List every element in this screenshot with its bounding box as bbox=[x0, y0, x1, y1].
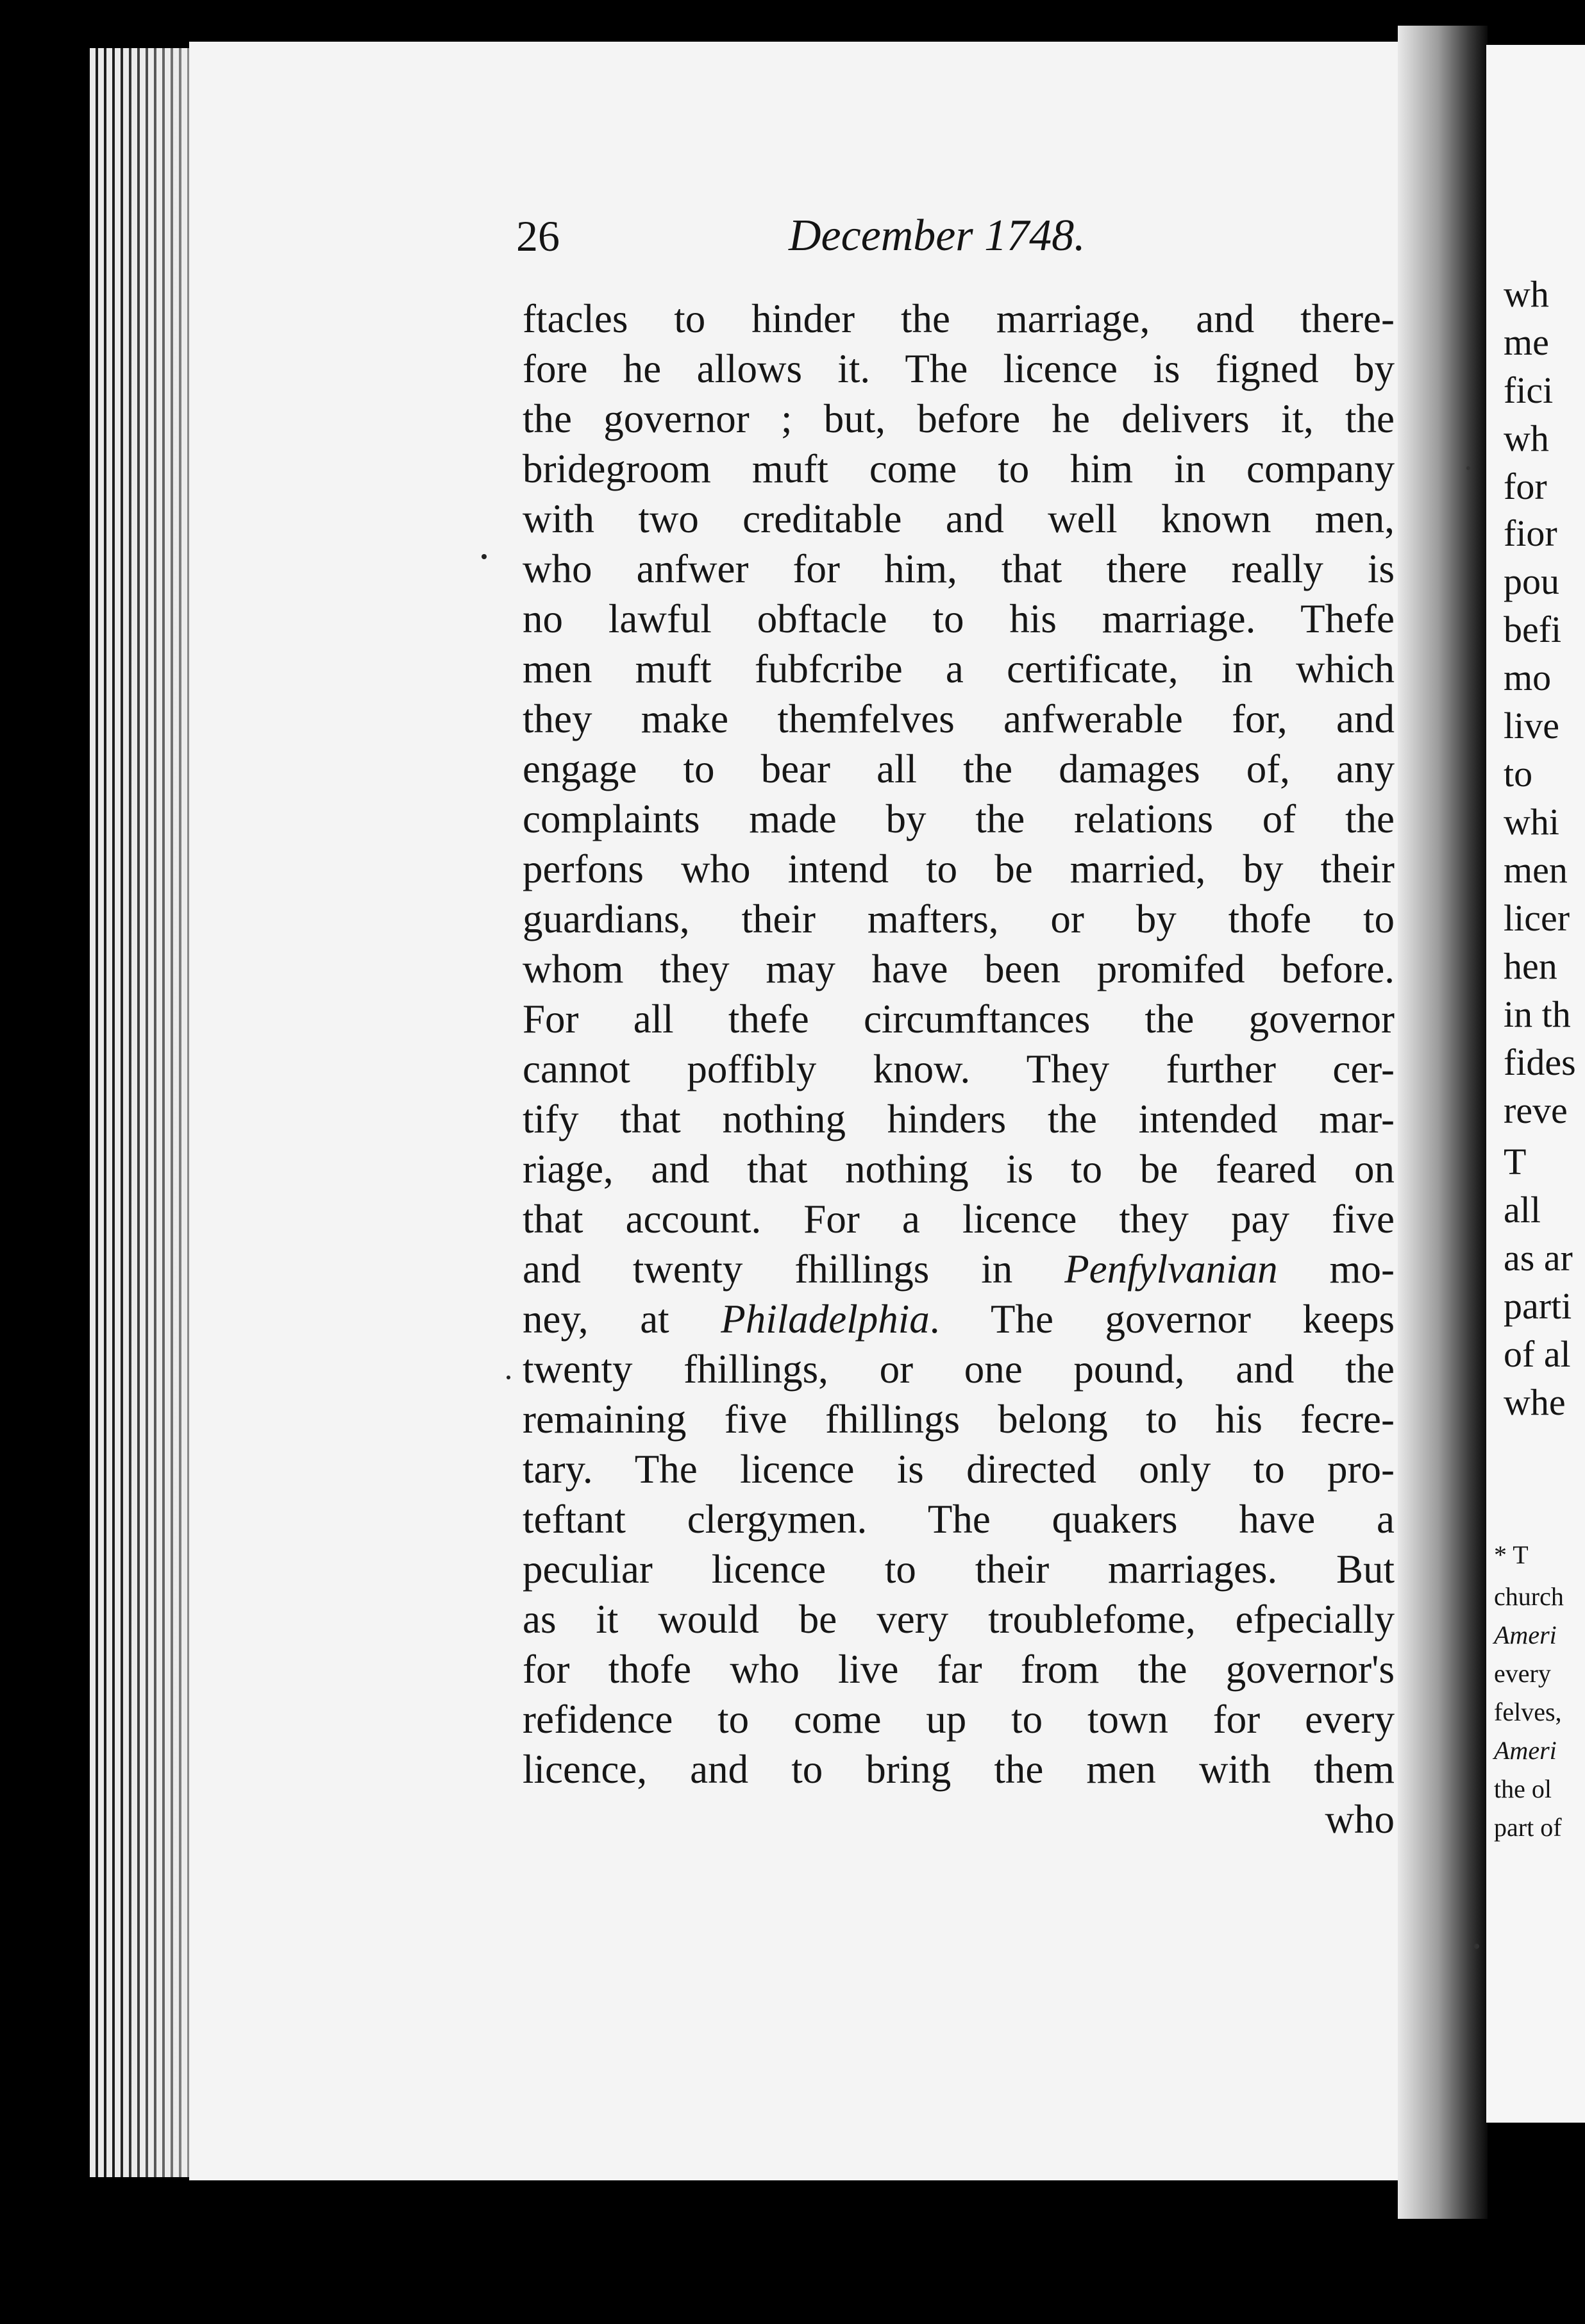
body-text bbox=[523, 294, 1395, 1844]
text-segment: no lawful obftacle to his marriage. Thefe bbox=[523, 596, 1395, 641]
italic-phrase: Philadelphia bbox=[721, 1297, 930, 1342]
text-line bbox=[523, 994, 1395, 1044]
facing-page-line: live bbox=[1504, 705, 1559, 746]
facing-page-line: fici bbox=[1504, 369, 1554, 411]
text-line bbox=[523, 1194, 1395, 1244]
facing-page-footnote-line: every bbox=[1494, 1659, 1551, 1688]
text-segment: tary. The licence is directed only to pro- bbox=[523, 1447, 1395, 1492]
text-segment: mo- bbox=[1277, 1247, 1395, 1292]
running-head-title bbox=[789, 204, 1086, 268]
text-line bbox=[523, 444, 1395, 494]
text-line bbox=[523, 744, 1395, 794]
facing-page-line: me bbox=[1504, 321, 1549, 363]
text-line bbox=[523, 594, 1395, 644]
text-line bbox=[523, 1694, 1395, 1744]
text-segment: engage to bear all the damages of, any bbox=[523, 746, 1395, 791]
text-line bbox=[523, 1744, 1395, 1794]
facing-page-footnote-line: church bbox=[1494, 1582, 1564, 1611]
facing-page-line: befi bbox=[1504, 609, 1562, 650]
text-line bbox=[523, 1094, 1395, 1144]
text-line bbox=[523, 1444, 1395, 1494]
facing-page-footnote-line: part of bbox=[1494, 1813, 1562, 1842]
facing-page-line: parti bbox=[1504, 1285, 1572, 1327]
facing-page-line: licer bbox=[1504, 897, 1570, 939]
facing-page-line: mo bbox=[1504, 657, 1552, 698]
text-line bbox=[523, 294, 1395, 344]
text-line bbox=[523, 644, 1395, 694]
facing-page-line: reve bbox=[1504, 1090, 1568, 1131]
page-edges-shade bbox=[115, 48, 192, 2177]
italic-phrase: Penfylvanian bbox=[1064, 1247, 1278, 1292]
text-segment: complaints made by the relations of the bbox=[523, 796, 1395, 841]
book-gutter bbox=[1398, 26, 1488, 2219]
text-line bbox=[523, 1294, 1395, 1344]
text-line bbox=[523, 394, 1395, 444]
text-line bbox=[523, 344, 1395, 394]
facing-page-line: of al bbox=[1504, 1333, 1571, 1375]
text-segment: that account. For a licence they pay five bbox=[523, 1197, 1395, 1242]
text-segment: . The governor keeps bbox=[929, 1297, 1395, 1342]
text-line bbox=[523, 1544, 1395, 1594]
facing-page-line: whi bbox=[1504, 801, 1559, 843]
text-line bbox=[523, 1044, 1395, 1094]
text-segment: bridegroom muft come to him in company bbox=[523, 446, 1395, 491]
facing-page-footnote-line: * T bbox=[1494, 1540, 1529, 1569]
text-line bbox=[523, 694, 1395, 744]
text-line bbox=[523, 894, 1395, 944]
text-line bbox=[523, 794, 1395, 844]
facing-page-line: wh bbox=[1504, 417, 1549, 459]
text-line bbox=[523, 844, 1395, 894]
facing-page-footnote-line: felves, bbox=[1494, 1697, 1562, 1726]
text-segment: perfons who intend to be married, by their bbox=[523, 846, 1395, 891]
running-head-text: December 1748. bbox=[789, 211, 1086, 260]
text-line bbox=[523, 544, 1395, 594]
text-segment: they make themfelves anfwerable for, and bbox=[523, 696, 1395, 741]
text-line bbox=[523, 1394, 1395, 1444]
text-line bbox=[523, 1494, 1395, 1544]
text-line bbox=[523, 1244, 1395, 1294]
text-line bbox=[523, 1144, 1395, 1194]
running-head bbox=[516, 204, 1395, 274]
facing-page-line: T bbox=[1504, 1141, 1527, 1183]
text-segment: whom they may have been promifed before. bbox=[523, 947, 1395, 991]
facing-page-line: all bbox=[1504, 1189, 1541, 1231]
facing-page-line: wh bbox=[1504, 273, 1549, 315]
text-segment: the governor ; but, before he delivers it, the bbox=[523, 396, 1395, 441]
text-segment: as it would be very troublefome, efpecially bbox=[523, 1597, 1395, 1642]
text-segment: licence, and to bring the men with them bbox=[523, 1747, 1395, 1792]
text-segment: fore he allows it. The licence is figned by bbox=[523, 346, 1395, 391]
text-segment: riage, and that nothing is to be feared on bbox=[523, 1147, 1395, 1191]
facing-page-line: whe bbox=[1504, 1381, 1566, 1423]
text-line bbox=[523, 944, 1395, 994]
catchword: who bbox=[1325, 1797, 1395, 1842]
text-segment: and twenty fhillings in bbox=[523, 1247, 1065, 1292]
facing-page-line: men bbox=[1504, 849, 1568, 891]
text-segment: ney, at bbox=[523, 1297, 721, 1342]
text-segment: tify that nothing hinders the intended mar- bbox=[523, 1097, 1395, 1141]
facing-page-line: in th bbox=[1504, 993, 1571, 1035]
text-segment: guardians, their mafters, or by thofe to bbox=[523, 897, 1395, 941]
facing-page-footnote-line: Ameri bbox=[1494, 1736, 1557, 1765]
facing-page-footnote-line: the ol bbox=[1494, 1774, 1552, 1803]
text-segment: with two creditable and well known men, bbox=[523, 496, 1395, 541]
facing-page-footnote-line: Ameri bbox=[1494, 1621, 1557, 1649]
text-segment: teftant clergymen. The quakers have a bbox=[523, 1497, 1395, 1542]
text-segment: ftacles to hinder the marriage, and there- bbox=[523, 296, 1395, 341]
text-segment: men muft fubfcribe a certificate, in which bbox=[523, 646, 1395, 691]
facing-page-line: for bbox=[1504, 466, 1547, 507]
facing-page-line: to bbox=[1504, 753, 1533, 795]
text-line bbox=[523, 1594, 1395, 1644]
facing-page-line: hen bbox=[1504, 945, 1557, 987]
facing-page-text bbox=[1494, 0, 1585, 2324]
facing-page-line: as ar bbox=[1504, 1237, 1573, 1279]
text-line bbox=[523, 1644, 1395, 1694]
text-line bbox=[523, 494, 1395, 544]
text-segment: peculiar licence to their marriages. But bbox=[523, 1547, 1395, 1592]
text-segment: for thofe who live far from the governor's bbox=[523, 1647, 1395, 1692]
text-segment: twenty fhillings, or one pound, and the bbox=[523, 1347, 1395, 1392]
facing-page-line: pou bbox=[1504, 560, 1559, 602]
facing-page-line: fides bbox=[1504, 1041, 1576, 1083]
text-segment: For all thefe circumftances the governor bbox=[523, 997, 1395, 1041]
text-line bbox=[523, 1344, 1395, 1394]
text-segment: remaining five fhillings belong to his fecre- bbox=[523, 1397, 1395, 1442]
text-segment: cannot poffibly know. They further cer- bbox=[523, 1047, 1395, 1091]
page-number: 26 bbox=[516, 212, 560, 260]
facing-page-line: fior bbox=[1504, 512, 1557, 554]
text-segment: who anfwer for him, that there really is bbox=[523, 546, 1395, 591]
text-segment: refidence to come up to town for every bbox=[523, 1697, 1395, 1742]
